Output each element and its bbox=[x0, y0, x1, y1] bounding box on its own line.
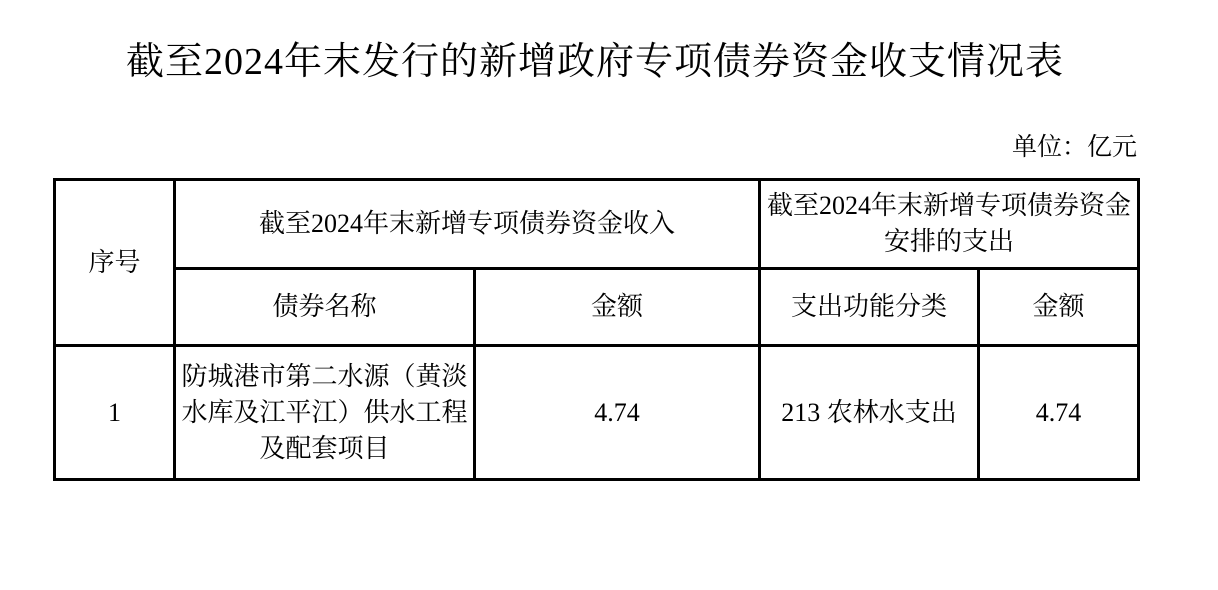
header-serial: 序号 bbox=[55, 180, 175, 346]
cell-bond-name: 防城港市第二水源（黄淡水库及江平江）供水工程及配套项目 bbox=[175, 346, 475, 480]
unit-note: 单位：亿元 bbox=[1011, 134, 1137, 161]
table-header-row-groups bbox=[55, 180, 1139, 269]
document-page bbox=[53, 38, 1137, 481]
table-header-row-columns bbox=[55, 269, 1139, 346]
header-income-group: 截至2024年末新增专项债券资金收入 bbox=[175, 180, 760, 269]
table-row bbox=[55, 346, 1139, 480]
cell-expense-amount: 4.74 bbox=[979, 346, 1139, 480]
header-expense-amount: 金额 bbox=[979, 269, 1139, 346]
header-income-amount: 金额 bbox=[475, 269, 760, 346]
bond-funds-table bbox=[53, 178, 1140, 481]
cell-income-amount: 4.74 bbox=[475, 346, 760, 480]
header-expense-function: 支出功能分类 bbox=[760, 269, 979, 346]
cell-expense-function: 213 农林水支出 bbox=[760, 346, 979, 480]
header-expense-group: 截至2024年末新增专项债券资金安排的支出 bbox=[760, 180, 1139, 269]
header-bond-name: 债券名称 bbox=[175, 269, 475, 346]
cell-serial: 1 bbox=[55, 346, 175, 480]
page-title: 截至2024年末发行的新增政府专项债券资金收支情况表 bbox=[125, 41, 1064, 83]
